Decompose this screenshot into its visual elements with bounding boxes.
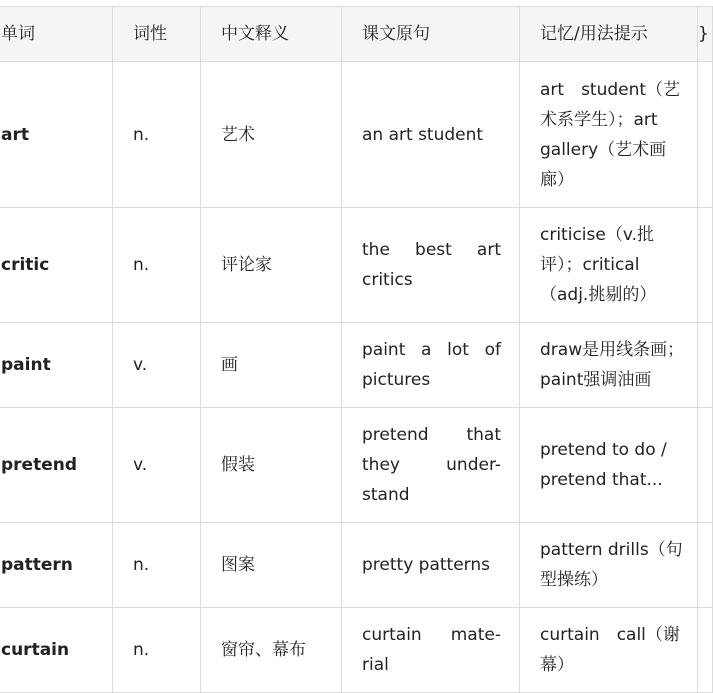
tip-line: criticise（v.批 bbox=[540, 225, 654, 245]
sentence-line: pretty patterns bbox=[362, 555, 490, 575]
table-row bbox=[0, 408, 713, 523]
header-row bbox=[0, 7, 713, 62]
cell-extra bbox=[698, 523, 713, 608]
vocabulary-table bbox=[0, 6, 713, 693]
cell-meaning: 评论家 bbox=[201, 208, 342, 323]
table-row bbox=[0, 208, 713, 323]
cell-word: critic bbox=[0, 208, 113, 323]
cell-extra bbox=[698, 408, 713, 523]
header-extra: } bbox=[698, 7, 713, 62]
tip-line: pretend that... bbox=[540, 470, 663, 490]
sentence-line: curtain mate- bbox=[362, 625, 501, 645]
vocabulary-table-container bbox=[0, 6, 712, 693]
sentence-line: an art student bbox=[362, 124, 484, 145]
header-pos: 词性 bbox=[113, 7, 201, 62]
tip-line: curtain call（谢 bbox=[540, 625, 680, 645]
table-row bbox=[0, 62, 713, 208]
header-meaning: 中文释义 bbox=[201, 7, 342, 62]
sentence-line: pretend that bbox=[362, 425, 501, 445]
cell-extra bbox=[698, 62, 713, 208]
cell-sentence bbox=[342, 208, 520, 323]
sentence-line: the best art bbox=[362, 240, 501, 260]
cell-meaning: 画 bbox=[201, 323, 342, 408]
tip-line: （adj.挑剔的） bbox=[540, 285, 657, 305]
tip-line: 廊） bbox=[540, 169, 574, 190]
cell-sentence bbox=[342, 323, 520, 408]
tip-line: pattern drills（句 bbox=[540, 540, 683, 560]
header-word: 单词 bbox=[0, 7, 113, 62]
cell-meaning: 图案 bbox=[201, 523, 342, 608]
cell-word: pretend bbox=[0, 408, 113, 523]
tip-line: paint强调油画 bbox=[540, 370, 652, 390]
cell-tip bbox=[520, 608, 698, 693]
cell-tip bbox=[520, 62, 698, 208]
cell-pos: v. bbox=[113, 323, 201, 408]
cell-pos: n. bbox=[113, 608, 201, 693]
cell-sentence bbox=[342, 608, 520, 693]
cell-tip bbox=[520, 323, 698, 408]
tip-line: art student（艺 bbox=[540, 79, 681, 100]
table-row bbox=[0, 608, 713, 693]
sentence-line: they under- bbox=[362, 455, 501, 475]
cell-extra bbox=[698, 208, 713, 323]
tip-line: 型操练） bbox=[540, 570, 608, 590]
cell-pos: n. bbox=[113, 523, 201, 608]
cell-pos: n. bbox=[113, 62, 201, 208]
cell-sentence bbox=[342, 62, 520, 208]
sentence-line: paint a lot of bbox=[362, 340, 501, 360]
tip-line: 评）；critical bbox=[540, 255, 640, 275]
cell-pos: n. bbox=[113, 208, 201, 323]
sentence-line: critics bbox=[362, 270, 413, 290]
sentence-line: stand bbox=[362, 485, 410, 505]
sentence-line: rial bbox=[362, 655, 389, 675]
cell-tip bbox=[520, 408, 698, 523]
cell-word: paint bbox=[0, 323, 113, 408]
cell-tip bbox=[520, 208, 698, 323]
header-sentence: 课文原句 bbox=[342, 7, 520, 62]
cell-word: curtain bbox=[0, 608, 113, 693]
cell-extra bbox=[698, 608, 713, 693]
cell-extra bbox=[698, 323, 713, 408]
cell-meaning: 假装 bbox=[201, 408, 342, 523]
tip-line: draw是用线条画； bbox=[540, 340, 685, 360]
cell-sentence bbox=[342, 523, 520, 608]
cell-tip bbox=[520, 523, 698, 608]
cell-word: art bbox=[0, 62, 113, 208]
table-row bbox=[0, 323, 713, 408]
header-tip: 记忆/用法提示 bbox=[520, 7, 698, 62]
cell-sentence bbox=[342, 408, 520, 523]
table-row bbox=[0, 523, 713, 608]
cell-meaning: 窗帘、幕布 bbox=[201, 608, 342, 693]
tip-line: pretend to do / bbox=[540, 440, 667, 460]
sentence-line: pictures bbox=[362, 370, 431, 390]
cell-meaning: 艺术 bbox=[201, 62, 342, 208]
cell-word: pattern bbox=[0, 523, 113, 608]
cell-pos: v. bbox=[113, 408, 201, 523]
tip-line: 幕） bbox=[540, 655, 574, 675]
tip-line: gallery（艺术画 bbox=[540, 139, 667, 160]
tip-line: 术系学生）；art bbox=[540, 109, 658, 130]
